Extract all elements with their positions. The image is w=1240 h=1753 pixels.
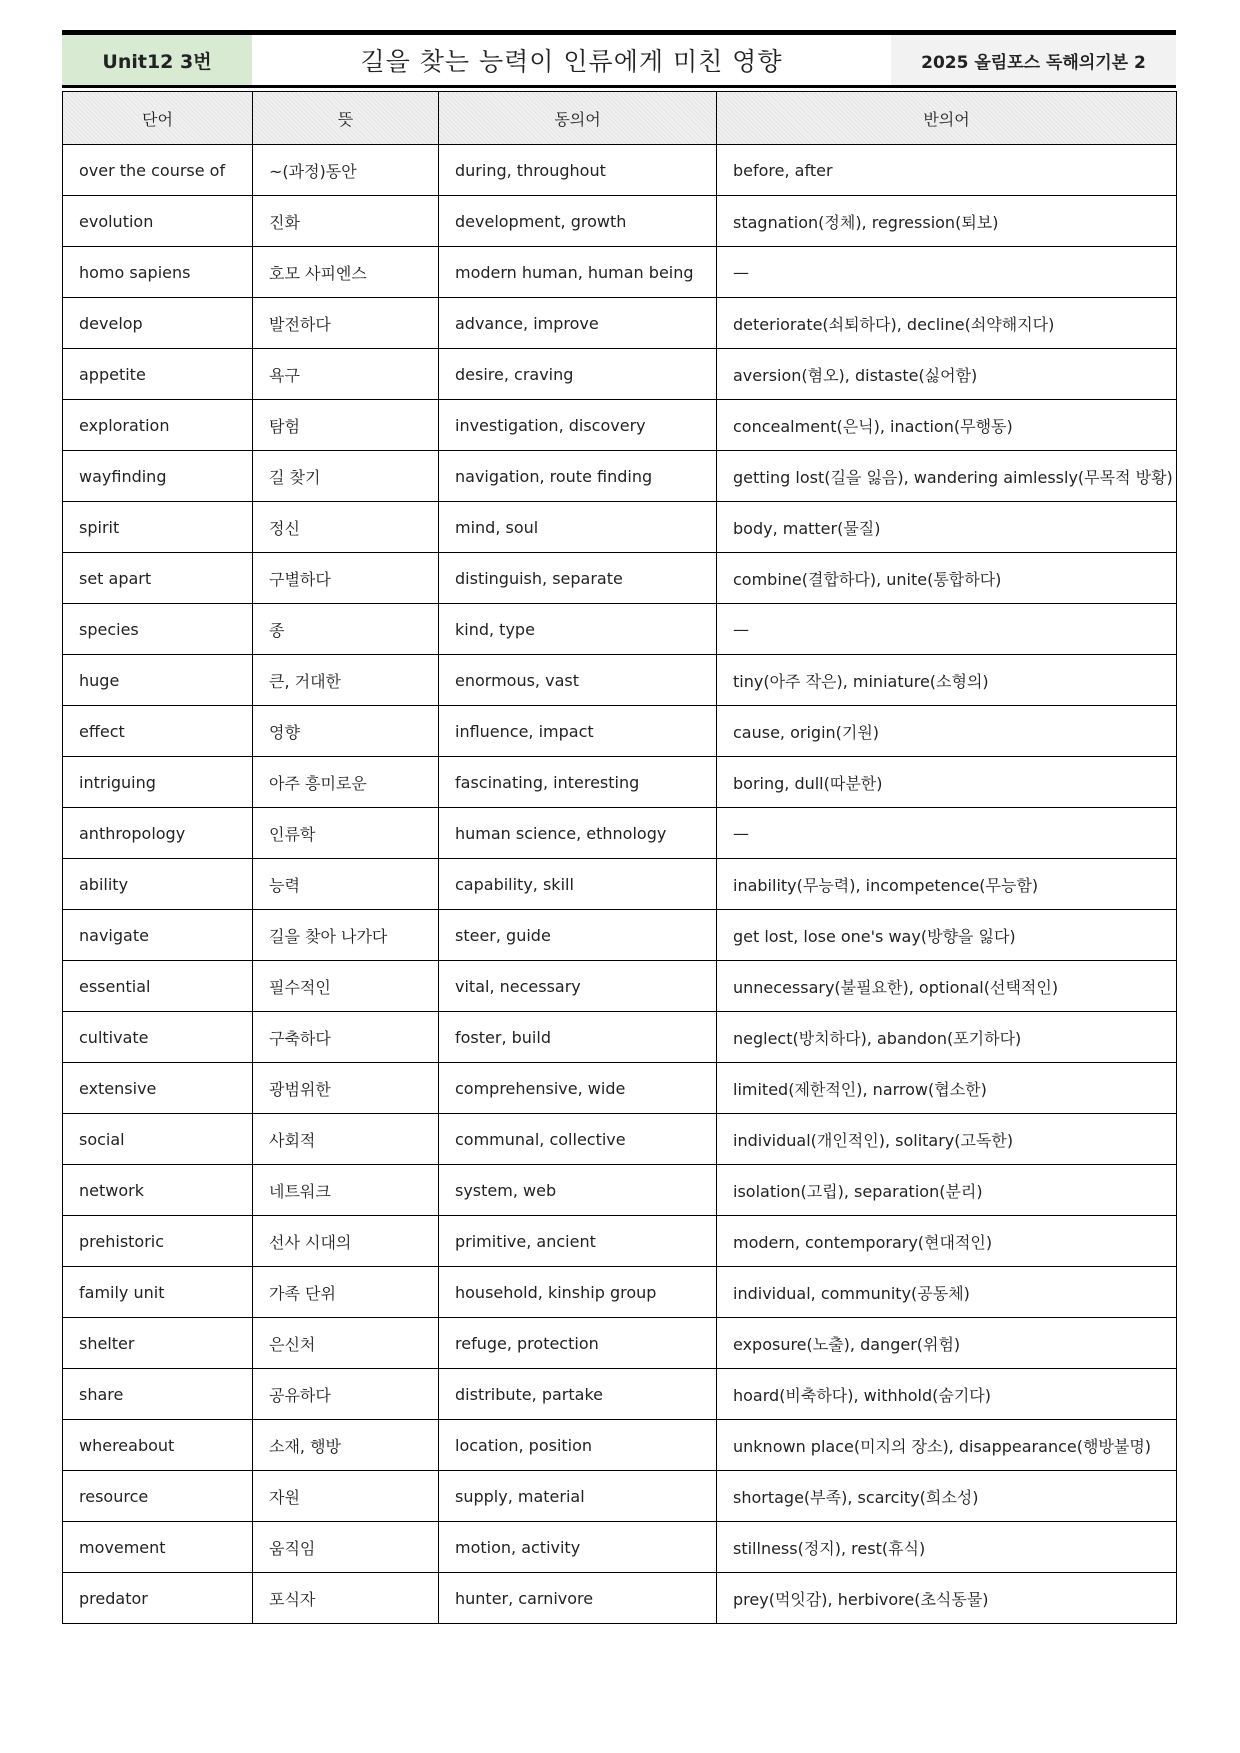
word-cell: evolution [63,196,253,247]
synonym-cell: influence, impact [439,706,717,757]
meaning-cell: 광범위한 [253,1063,439,1114]
word-cell: network [63,1165,253,1216]
antonym-cell: stagnation(정체), regression(퇴보) [717,196,1177,247]
table-row [63,349,1177,400]
column-header-synonym: 동의어 [439,92,717,145]
meaning-cell: 능력 [253,859,439,910]
table-row [63,1369,1177,1420]
antonym-cell: boring, dull(따분한) [717,757,1177,808]
unit-label: Unit12 3번 [62,35,252,85]
meaning-cell: 인류학 [253,808,439,859]
word-cell: ability [63,859,253,910]
worksheet-header [62,30,1176,88]
synonym-cell: steer, guide [439,910,717,961]
synonym-cell: desire, craving [439,349,717,400]
meaning-cell: 공유하다 [253,1369,439,1420]
synonym-cell: refuge, protection [439,1318,717,1369]
word-cell: movement [63,1522,253,1573]
meaning-cell: 구축하다 [253,1012,439,1063]
meaning-cell: 큰, 거대한 [253,655,439,706]
word-cell: extensive [63,1063,253,1114]
table-row [63,1063,1177,1114]
column-header-word: 단어 [63,92,253,145]
meaning-cell: 필수적인 [253,961,439,1012]
synonym-cell: vital, necessary [439,961,717,1012]
table-row [63,1573,1177,1624]
synonym-cell: fascinating, interesting [439,757,717,808]
antonym-cell: combine(결합하다), unite(통합하다) [717,553,1177,604]
antonym-cell: concealment(은닉), inaction(무행동) [717,400,1177,451]
table-row [63,1471,1177,1522]
word-cell: appetite [63,349,253,400]
meaning-cell: 발전하다 [253,298,439,349]
word-cell: wayfinding [63,451,253,502]
meaning-cell: 아주 흥미로운 [253,757,439,808]
table-row [63,1318,1177,1369]
table-row [63,859,1177,910]
table-row [63,247,1177,298]
word-cell: essential [63,961,253,1012]
meaning-cell: 영향 [253,706,439,757]
synonym-cell: communal, collective [439,1114,717,1165]
word-cell: cultivate [63,1012,253,1063]
antonym-cell: neglect(방치하다), abandon(포기하다) [717,1012,1177,1063]
synonym-cell: location, position [439,1420,717,1471]
table-row [63,604,1177,655]
word-cell: over the course of [63,145,253,196]
meaning-cell: 진화 [253,196,439,247]
antonym-cell: modern, contemporary(현대적인) [717,1216,1177,1267]
meaning-cell: 포식자 [253,1573,439,1624]
antonym-cell: body, matter(물질) [717,502,1177,553]
word-cell: navigate [63,910,253,961]
meaning-cell: 욕구 [253,349,439,400]
table-row [63,1420,1177,1471]
antonym-cell: shortage(부족), scarcity(희소성) [717,1471,1177,1522]
table-row [63,196,1177,247]
table-row [63,1165,1177,1216]
synonym-cell: primitive, ancient [439,1216,717,1267]
word-cell: predator [63,1573,253,1624]
synonym-cell: distribute, partake [439,1369,717,1420]
word-cell: effect [63,706,253,757]
antonym-cell: hoard(비축하다), withhold(숨기다) [717,1369,1177,1420]
page-title: 길을 찾는 능력이 인류에게 미친 영향 [360,47,783,76]
word-cell: intriguing [63,757,253,808]
word-cell: prehistoric [63,1216,253,1267]
antonym-cell: prey(먹잇감), herbivore(초식동물) [717,1573,1177,1624]
meaning-cell: 길을 찾아 나가다 [253,910,439,961]
meaning-cell: 자원 [253,1471,439,1522]
synonym-cell: modern human, human being [439,247,717,298]
word-cell: exploration [63,400,253,451]
table-row [63,451,1177,502]
meaning-cell: 종 [253,604,439,655]
antonym-cell: unknown place(미지의 장소), disappearance(행방불명) [717,1420,1177,1471]
meaning-cell: 네트워크 [253,1165,439,1216]
antonym-cell: unnecessary(불필요한), optional(선택적인) [717,961,1177,1012]
antonym-cell: — [717,808,1177,859]
synonym-cell: kind, type [439,604,717,655]
word-cell: anthropology [63,808,253,859]
meaning-cell: 움직임 [253,1522,439,1573]
word-cell: homo sapiens [63,247,253,298]
synonym-cell: advance, improve [439,298,717,349]
table-row [63,808,1177,859]
antonym-cell: individual, community(공동체) [717,1267,1177,1318]
word-cell: shelter [63,1318,253,1369]
column-header-meaning: 뜻 [253,92,439,145]
synonym-cell: human science, ethnology [439,808,717,859]
antonym-cell: deteriorate(쇠퇴하다), decline(쇠약해지다) [717,298,1177,349]
meaning-cell: 선사 시대의 [253,1216,439,1267]
antonym-cell: stillness(정지), rest(휴식) [717,1522,1177,1573]
word-cell: set apart [63,553,253,604]
antonym-cell: before, after [717,145,1177,196]
antonym-cell: isolation(고립), separation(분리) [717,1165,1177,1216]
synonym-cell: hunter, carnivore [439,1573,717,1624]
meaning-cell: ~(과정)동안 [253,145,439,196]
synonym-cell: distinguish, separate [439,553,717,604]
table-row [63,706,1177,757]
synonym-cell: enormous, vast [439,655,717,706]
table-row [63,655,1177,706]
word-cell: social [63,1114,253,1165]
meaning-cell: 호모 사피엔스 [253,247,439,298]
meaning-cell: 정신 [253,502,439,553]
antonym-cell: — [717,247,1177,298]
antonym-cell: cause, origin(기원) [717,706,1177,757]
word-cell: huge [63,655,253,706]
antonym-cell: aversion(혐오), distaste(싫어함) [717,349,1177,400]
synonym-cell: comprehensive, wide [439,1063,717,1114]
vocabulary-table [62,91,1177,1624]
synonym-cell: supply, material [439,1471,717,1522]
table-row [63,757,1177,808]
table-row [63,1522,1177,1573]
antonym-cell: get lost, lose one's way(방향을 잃다) [717,910,1177,961]
antonym-cell: limited(제한적인), narrow(협소한) [717,1063,1177,1114]
book-title: 2025 올림포스 독해의기본 2 [891,35,1176,85]
synonym-cell: development, growth [439,196,717,247]
table-header-row [63,92,1177,145]
table-body [63,145,1177,1624]
synonym-cell: investigation, discovery [439,400,717,451]
meaning-cell: 가족 단위 [253,1267,439,1318]
word-cell: spirit [63,502,253,553]
meaning-cell: 사회적 [253,1114,439,1165]
word-cell: species [63,604,253,655]
table-row [63,961,1177,1012]
antonym-cell: exposure(노출), danger(위험) [717,1318,1177,1369]
antonym-cell: individual(개인적인), solitary(고독한) [717,1114,1177,1165]
synonym-cell: foster, build [439,1012,717,1063]
table-row [63,910,1177,961]
table-row [63,1267,1177,1318]
antonym-cell: — [717,604,1177,655]
word-cell: share [63,1369,253,1420]
word-cell: whereabout [63,1420,253,1471]
table-row [63,400,1177,451]
word-cell: develop [63,298,253,349]
synonym-cell: mind, soul [439,502,717,553]
synonym-cell: during, throughout [439,145,717,196]
synonym-cell: system, web [439,1165,717,1216]
meaning-cell: 탐험 [253,400,439,451]
antonym-cell: inability(무능력), incompetence(무능함) [717,859,1177,910]
column-header-antonym: 반의어 [717,92,1177,145]
synonym-cell: household, kinship group [439,1267,717,1318]
meaning-cell: 구별하다 [253,553,439,604]
antonym-cell: getting lost(길을 잃음), wandering aimlessly(무목적 방황) [717,451,1177,502]
table-row [63,1114,1177,1165]
synonym-cell: capability, skill [439,859,717,910]
synonym-cell: motion, activity [439,1522,717,1573]
table-row [63,1012,1177,1063]
meaning-cell: 소재, 행방 [253,1420,439,1471]
meaning-cell: 길 찾기 [253,451,439,502]
synonym-cell: navigation, route finding [439,451,717,502]
table-row [63,298,1177,349]
table-row [63,1216,1177,1267]
word-cell: family unit [63,1267,253,1318]
table-row [63,553,1177,604]
table-row [63,145,1177,196]
meaning-cell: 은신처 [253,1318,439,1369]
table-row [63,502,1177,553]
word-cell: resource [63,1471,253,1522]
antonym-cell: tiny(아주 작은), miniature(소형의) [717,655,1177,706]
